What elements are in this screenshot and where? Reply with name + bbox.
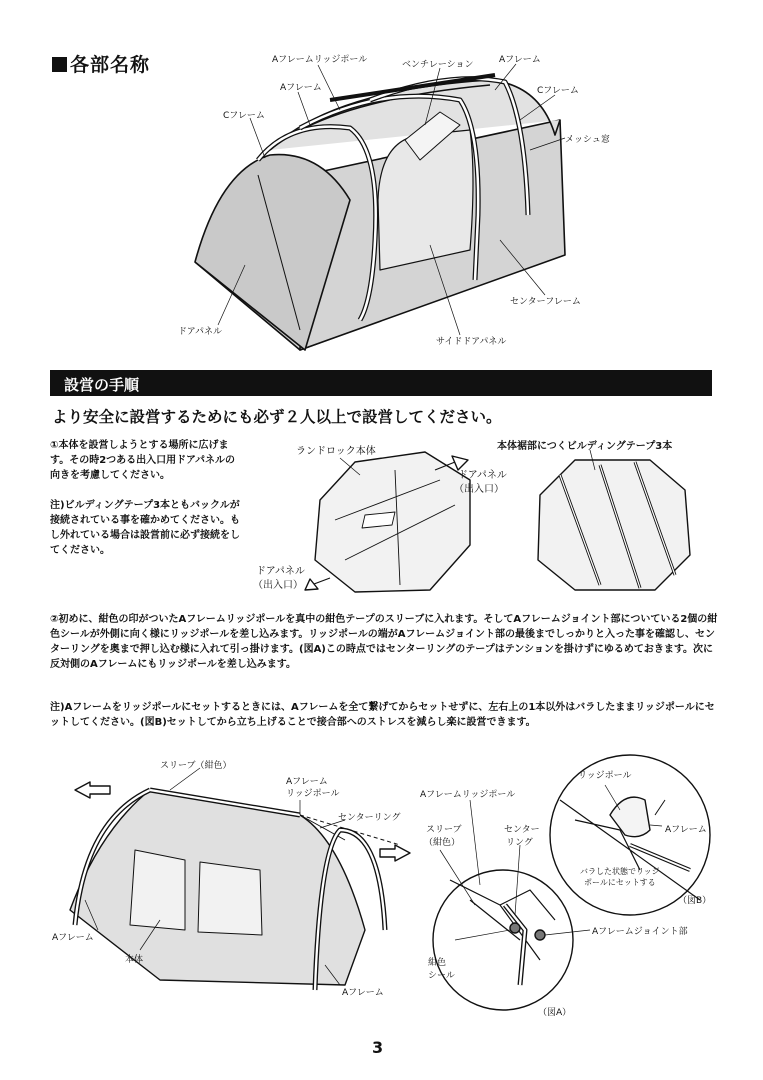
step-2-text: ②初めに、紺色の印がついたAフレームリッジポールを真中の紺色テープのスリーブに入れます。そしてAフレームジョイント部についている2個の紺色シールが外側に向く様にリッジポールを差し込みます。リッジポールの端がAフレームジョイント部の最後までしっかりと入った事を確認し、センターリングを奥まで押し込む様に入れて引っ掛けます。(図A)この時点ではセンターリングのテープはテンションを掛けずにゆるめておきます。次に反対側のAフレームにもリッジポールを差し込みます。 [50, 614, 718, 670]
step-1-text: ①本体を設営しようとする場所に広げます。その時2つある出入口用ドアパネルの向きを考慮してください。 [50, 440, 236, 481]
safety-headline: より安全に設営するためにも必ず２人以上で設営してください。 [52, 408, 502, 426]
label-entrance-bottom: （出入口） [253, 580, 303, 591]
label-door-panel-bottom: ドアパネル [256, 566, 305, 577]
label-seal-b: シール [428, 971, 455, 981]
label-entrance-top: （出入口） [454, 484, 504, 495]
label-ventilation: ベンチレーション [402, 60, 474, 70]
label-landlock-body: ランドロック本体 [296, 446, 376, 457]
note-2-text: 注)Aフレームをリッジポールにセットするときには、Aフレームを全て繋げてからセットせずに、左右上の1本以外はバラしたままリッジポールにセットしてください。(図B)セットしてから立ち上げることで接合部へのストレスを減らし楽に設営できます。 [50, 702, 715, 728]
label-ridge-pole-b: リッジポール [578, 771, 632, 781]
label-center-b: リング [506, 838, 533, 848]
label-seal-a: 紺色 [428, 958, 447, 968]
parts-title-text: 各部名称 [70, 54, 151, 76]
label-loose-b: ポールにセットする [584, 878, 656, 887]
label-building-tape: 本体裾部につくビルディングテープ3本 [497, 441, 673, 452]
label-body: 本体 [125, 955, 144, 965]
label-ridge-pole-title: Aフレームリッジポール [420, 790, 516, 800]
label-loose-a: バラした状態でリッジ [580, 867, 660, 876]
label-fig-a: （図A） [538, 1008, 572, 1018]
label-c-frame-left: Cフレーム [223, 111, 265, 121]
label-sleeve-a: スリーブ [426, 825, 462, 835]
note-1-text: 注)ビルディングテープ3本ともバックルが接続されている事を確かめてください。もし外れている場合は設営前に必ず接続をしてください。 [50, 500, 240, 556]
label-a-frame-ridge-b: リッジポール [286, 789, 340, 799]
label-fig-b: （図B） [678, 896, 712, 906]
label-sleeve-b: （紺色） [424, 838, 461, 848]
label-mesh-window: メッシュ窓 [565, 135, 610, 145]
setup-section-title: 設営の手順 [64, 376, 140, 394]
page-number: 3 [372, 1038, 384, 1057]
label-a-frame-joint: Aフレームジョイント部 [592, 927, 688, 937]
label-c-frame-right: Cフレーム [537, 86, 579, 96]
label-center-frame: センターフレーム [510, 297, 581, 307]
label-a-frame-ridge-pole: Aフレームリッジポール [272, 55, 368, 65]
label-side-door-panel: サイドドアパネル [436, 337, 507, 347]
label-a-frame-bottom: Aフレーム [342, 988, 384, 998]
label-a-frame-ridge-a: Aフレーム [286, 777, 328, 787]
label-a-frame-left: Aフレーム [280, 83, 322, 93]
label-door-panel: ドアパネル [178, 327, 223, 337]
label-door-panel-top: ドアパネル [458, 470, 507, 481]
label-center-a: センター [504, 825, 540, 835]
label-a-frame-b: Aフレーム [665, 825, 707, 835]
label-center-ring: センターリング [338, 813, 401, 823]
label-sleeve-navy: スリーブ（紺色） [160, 761, 232, 771]
label-a-frame-right: Aフレーム [499, 55, 541, 65]
label-a-frame-left-2: Aフレーム [52, 933, 94, 943]
